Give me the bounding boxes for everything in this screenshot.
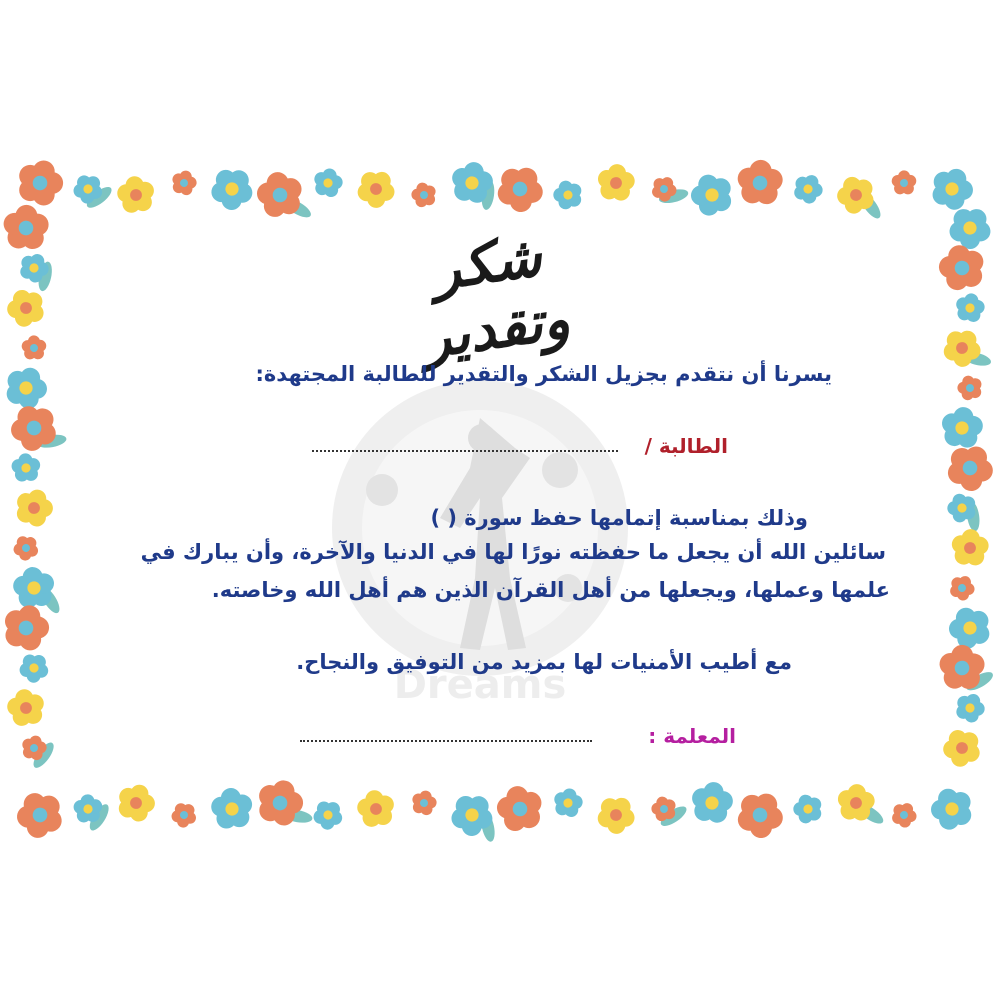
flower-decoration: [310, 165, 347, 202]
flower-decoration: [168, 168, 200, 199]
flower-decoration: [735, 788, 788, 842]
flower-decoration: [494, 162, 547, 216]
flower-decoration: [955, 692, 986, 723]
student-name-line: [312, 450, 618, 452]
flower-decoration: [252, 776, 309, 832]
flower-decoration: [954, 371, 988, 405]
certificate-title: شكر وتقدير: [418, 222, 574, 372]
flower-decoration: [5, 399, 65, 459]
flower-decoration: [943, 601, 999, 657]
flower-decoration: [549, 176, 588, 216]
flower-decoration: [891, 801, 919, 829]
flower-decoration: [351, 784, 402, 835]
flower-decoration: [938, 724, 987, 774]
prayer-line-2: علمها وعملها، ويجعلها من أهل القرآن الذين هم أهل الله وخاصته.: [211, 578, 890, 602]
flower-decoration: [489, 778, 552, 841]
flower-decoration: [408, 788, 440, 819]
flower-decoration: [949, 574, 976, 602]
flower-decoration: [887, 167, 921, 201]
flower-decoration: [19, 161, 63, 206]
flower-decoration: [11, 532, 43, 564]
flower-decoration: [793, 173, 825, 205]
flower-decoration: [118, 784, 155, 822]
wishes-text: مع أطيب الأمنيات لها بمزيد من التوفيق والنجاح.: [296, 650, 792, 674]
teacher-label: المعلمة :: [648, 724, 736, 748]
certificate-card: [0, 148, 1000, 852]
flower-decoration: [946, 203, 997, 254]
occasion-text: وذلك بمناسبة إتمامها حفظ سورة ( ): [430, 506, 808, 530]
flower-decoration: [592, 159, 642, 208]
flower-decoration: [0, 198, 58, 260]
flower-decoration: [7, 449, 47, 489]
flower-decoration: [2, 284, 51, 334]
intro-text: يسرنا أن نتقدم بجزيل الشكر والتقدير للطالبة المجتهدة:: [255, 362, 832, 386]
flower-decoration: [6, 366, 49, 410]
flower-decoration: [685, 777, 740, 831]
flower-decoration: [1, 683, 52, 734]
flower-decoration: [945, 524, 995, 574]
flower-decoration: [951, 290, 989, 328]
flower-decoration: [932, 237, 995, 300]
flower-decoration: [11, 785, 71, 845]
watermark-text: Dreams: [393, 662, 567, 708]
teacher-signature-line: [300, 740, 592, 742]
flower-decoration: [407, 178, 441, 212]
flower-decoration: [925, 782, 981, 838]
flower-decoration: [685, 167, 741, 223]
flower-decoration: [0, 601, 55, 658]
flower-decoration: [549, 785, 587, 822]
flower-decoration: [17, 650, 53, 687]
flower-decoration: [207, 163, 259, 215]
flower-decoration: [204, 781, 261, 838]
flower-decoration: [789, 790, 828, 830]
flower-decoration: [730, 153, 792, 214]
prayer-line-1: سائلين الله أن يجعل ما حفظته نورًا لها في الدنيا والآخرة، وأن يبارك في: [140, 540, 886, 564]
flower-decoration: [249, 164, 312, 227]
flower-decoration: [595, 793, 640, 838]
flower-decoration: [111, 170, 162, 221]
flower-decoration: [310, 797, 347, 834]
flower-decoration: [945, 442, 997, 495]
student-label: الطالبة /: [644, 434, 728, 458]
flower-decoration: [354, 166, 399, 212]
flower-decoration: [931, 167, 974, 211]
flower-decoration: [17, 332, 51, 366]
flower-decoration: [169, 799, 201, 831]
flower-decoration: [17, 489, 54, 526]
flower-decoration: [932, 638, 994, 700]
